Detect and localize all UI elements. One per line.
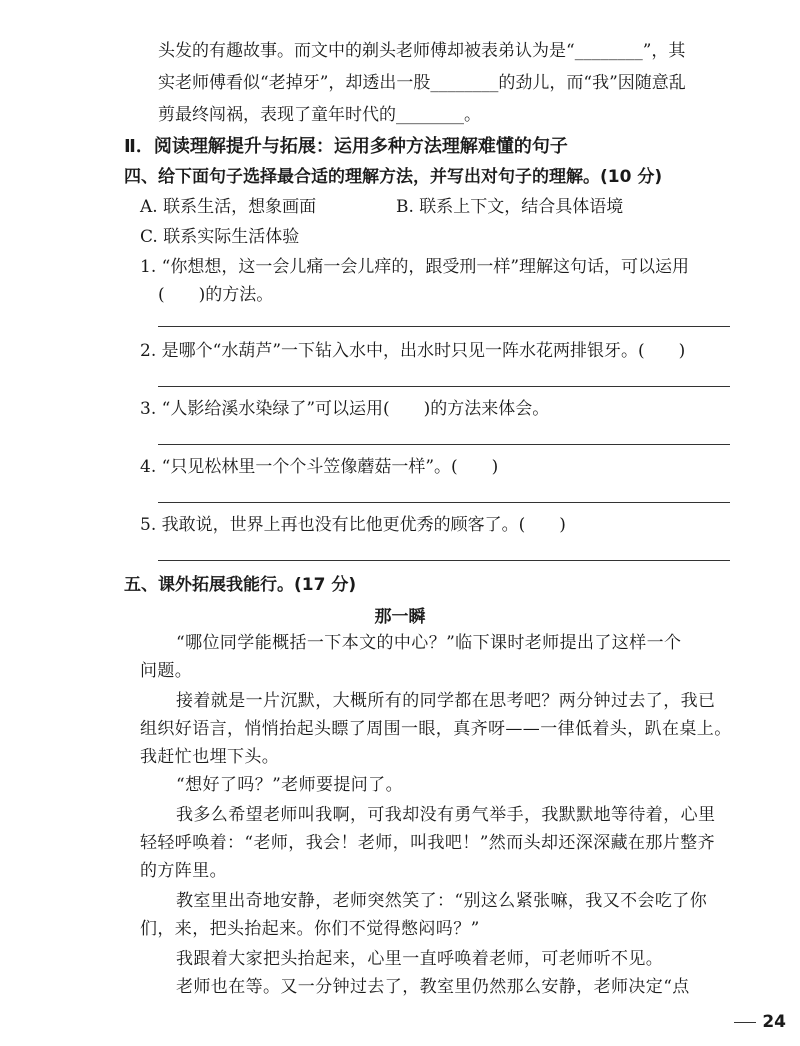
story-line-8: 轻轻呼唤着：“老师，我会！老师，叫我吧！”然而头却还深深藏在那片整齐	[140, 833, 715, 853]
page-number-dash	[734, 1022, 756, 1023]
item-4: 4. “只见松林里一个个斗笠像蘑菇一样”。( )	[140, 457, 499, 477]
question-5-heading: 五、课外拓展我能行。(17 分)	[124, 575, 357, 595]
story-line-5: 我赶忙也埋下头。	[140, 747, 280, 767]
answer-line-4[interactable]	[158, 502, 730, 503]
story-line-9: 的方阵里。	[140, 861, 227, 881]
passage-line-1: 头发的有趣故事。而文中的剃头老师傅却被表弟认为是“________”，其	[158, 41, 686, 61]
story-line-6: “想好了吗？”老师要提问了。	[176, 775, 403, 795]
story-line-7: 我多么希望老师叫我啊，可我却没有勇气举手，我默默地等待着，心里	[176, 805, 716, 825]
item-1-line-2: ( )的方法。	[158, 285, 274, 305]
passage-line-2: 实老师傅看似“老掉牙”，却透出一股________的劲儿，而“我”因随意乱	[158, 73, 686, 93]
item-2: 2. 是哪个“水葫芦”一下钻入水中，出水时只见一阵水花两排银牙。( )	[140, 341, 686, 361]
page-number	[734, 1012, 786, 1032]
item-5: 5. 我敢说，世界上再也没有比他更优秀的顾客了。( )	[140, 515, 566, 535]
story-line-11: 们，来，把头抬起来。你们不觉得憋闷吗？”	[140, 919, 480, 939]
story-line-12: 我跟着大家把头抬起来，心里一直呼唤着老师，可老师听不见。	[176, 949, 664, 969]
story-line-2: 问题。	[140, 661, 193, 681]
item-1-line-1: 1. “你想想，这一会儿痛一会儿痒的，跟受刑一样”理解这句话，可以运用	[140, 257, 690, 277]
story-title: 那一瞬	[374, 607, 426, 627]
page-number-text: 24	[762, 1012, 786, 1032]
section-heading: Ⅱ．阅读理解提升与拓展：运用多种方法理解难懂的句子	[124, 136, 568, 157]
option-c: C. 联系实际生活体验	[140, 227, 300, 247]
option-b: B. 联系上下文，结合具体语境	[396, 197, 624, 217]
story-line-3: 接着就是一片沉默，大概所有的同学都在思考吧？两分钟过去了，我已	[176, 691, 716, 711]
answer-line-3[interactable]	[158, 444, 730, 445]
story-line-10: 教室里出奇地安静，老师突然笑了：“别这么紧张嘛，我又不会吃了你	[176, 891, 708, 911]
answer-line-2[interactable]	[158, 386, 730, 387]
option-a: A. 联系生活，想象画面	[140, 197, 317, 217]
story-line-13: 老师也在等。又一分钟过去了，教室里仍然那么安静，老师决定“点	[176, 977, 690, 997]
answer-line-1[interactable]	[158, 326, 730, 327]
story-line-1: “哪位同学能概括一下本文的中心？”临下课时老师提出了这样一个	[176, 633, 682, 653]
passage-line-3: 剪最终闯祸，表现了童年时代的________。	[158, 105, 481, 125]
story-line-4: 组织好语言，悄悄抬起头瞟了周围一眼，真齐呀——一律低着头，趴在桌上。	[140, 719, 732, 739]
answer-line-5[interactable]	[158, 560, 730, 561]
question-4-heading: 四、给下面句子选择最合适的理解方法，并写出对句子的理解。(10 分)	[124, 167, 663, 187]
item-3: 3. “人影给溪水染绿了”可以运用( )的方法来体会。	[140, 399, 550, 419]
